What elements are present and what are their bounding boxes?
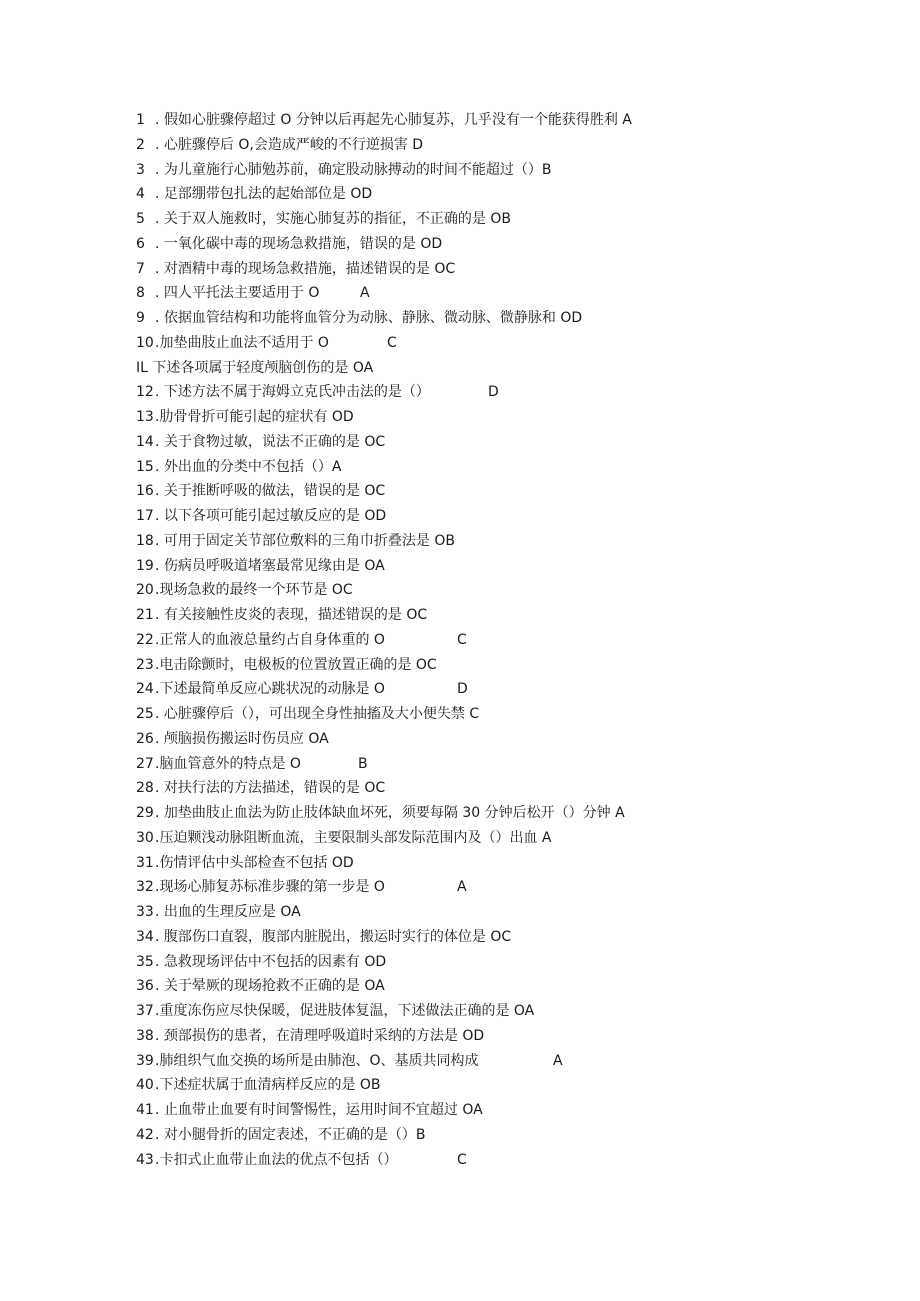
question-number: 22: [136, 631, 154, 648]
question-text: . 为儿童施行心肺勉苏前，确定股动脉搏动的时间不能超过（）B: [155, 161, 552, 178]
question-text: . 急救现场评估中不包括的因素有 OD: [155, 953, 387, 970]
question-text: .现场急救的最终一个环节是 OC: [155, 582, 353, 599]
question-text: . 对小腿骨折的固定表述，不正确的是（）B: [155, 1126, 426, 1143]
question-line: [0, 628, 920, 653]
answer-letter: D: [488, 384, 499, 401]
question-text: . 心脏骤停后（），可出现全身性抽搐及大小便失禁 C: [155, 706, 480, 722]
question-line: [0, 306, 920, 331]
question-line: [0, 900, 920, 925]
question-text: .脑血管意外的特点是 O: [155, 755, 301, 772]
question-number: 36: [136, 978, 154, 995]
question-number: 38: [136, 1027, 154, 1044]
question-number: 24: [136, 681, 154, 698]
question-text: .肺组织气血交换的场所是由肺泡、O、基质共同构成: [155, 1052, 479, 1069]
question-number: 23: [136, 656, 154, 673]
question-line: [0, 455, 920, 480]
question-line: [0, 554, 920, 579]
question-text: . 四人平托法主要适用于 O: [155, 285, 320, 302]
question-text: . 心脏骤停后 O,会造成严峻的不行逆损害 D: [155, 136, 424, 153]
question-text: . 对扶行法的方法描述，错误的是 OC: [155, 780, 386, 797]
question-number: 32: [136, 879, 154, 896]
question-line: [0, 1148, 920, 1173]
question-number: 39: [136, 1052, 154, 1069]
question-number: 34: [136, 928, 154, 945]
question-line: [0, 925, 920, 950]
question-text: .正常人的血液总量约占自身体重的 O: [155, 631, 385, 648]
question-line: [0, 1098, 920, 1123]
question-number: 17: [136, 508, 154, 524]
question-number: 2: [136, 136, 145, 153]
question-line: [0, 281, 920, 306]
question-text: .伤情评估中头部检查不包括 OD: [155, 854, 354, 871]
question-number: 19: [136, 557, 154, 574]
question-text: IL 下述各项属于轻度颅脑创伤的是 OA: [136, 359, 374, 376]
question-text: . 一氧化碳中毒的现场急救措施，错误的是 OD: [155, 235, 443, 252]
question-text: .电击除颤时，电极板的位置放置正确的是 OC: [155, 656, 437, 673]
question-number: 18: [136, 532, 154, 549]
question-line: [0, 950, 920, 975]
question-text: . 腹部伤口直裂，腹部内脏脱出，搬运时实行的体位是 OC: [155, 928, 512, 945]
question-line: [0, 405, 920, 430]
question-text: .现场心肺复苏标准步骤的第一步是 O: [155, 879, 385, 896]
question-number: 6: [136, 235, 145, 252]
question-text: . 关于双人施救时，实施心肺复苏的指征，不正确的是 OB: [155, 211, 511, 227]
question-line: [0, 1024, 920, 1049]
question-text: .下述最简单反应心跳状况的动脉是 O: [155, 681, 385, 698]
question-number: 33: [136, 904, 154, 920]
question-line: [0, 430, 920, 455]
question-line: [0, 1049, 920, 1074]
question-line: [0, 702, 920, 727]
answer-letter: A: [457, 879, 467, 896]
question-line: [0, 752, 920, 777]
question-line: [0, 974, 920, 999]
question-number: 13: [136, 409, 154, 425]
question-text: . 关于晕厥的现场抢救不正确的是 OA: [155, 978, 385, 995]
question-number: 28: [136, 780, 154, 797]
question-line: [0, 801, 920, 826]
question-number: 30: [136, 829, 154, 846]
question-number: 40: [136, 1077, 154, 1094]
question-text: .压迫颗浅动脉阻断血流，主要限制头部发际范围内及（）出血 A: [155, 829, 552, 846]
question-text: .肋骨骨折可能引起的症状有 OD: [155, 409, 354, 425]
question-line: [0, 108, 920, 133]
answer-letter: B: [358, 755, 368, 772]
answer-letter: C: [457, 631, 467, 648]
question-number: 7: [136, 260, 145, 277]
question-line: [0, 1073, 920, 1098]
question-text: . 足部绷带包扎法的起始部位是 OD: [155, 186, 373, 203]
question-number: 10: [136, 334, 154, 351]
question-line: [0, 727, 920, 752]
question-line: [0, 380, 920, 405]
question-text: . 出血的生理反应是 OA: [155, 904, 301, 920]
question-number: 29: [136, 805, 154, 821]
question-line: [0, 504, 920, 529]
question-line: [0, 578, 920, 603]
question-text: . 以下各项可能引起过敏反应的是 OD: [155, 508, 387, 524]
question-number: 27: [136, 755, 154, 772]
question-text: .卡扣式止血带止血法的优点不包括（）: [155, 1151, 398, 1168]
question-line: [0, 1123, 920, 1148]
question-number: 42: [136, 1126, 154, 1143]
question-line: [0, 232, 920, 257]
question-line: [0, 999, 920, 1024]
question-text: . 关于食物过敏，说法不正确的是 OC: [155, 433, 386, 450]
question-number: 9: [136, 310, 145, 326]
question-line: [0, 603, 920, 628]
question-line: [0, 158, 920, 183]
answer-letter: C: [457, 1151, 467, 1168]
question-line: [0, 875, 920, 900]
question-number: 43: [136, 1151, 154, 1168]
question-number: 41: [136, 1102, 154, 1118]
question-text: . 止血带止血要有时间警惕性，运用时间不宜超过 OA: [155, 1102, 483, 1118]
question-text: . 加垫曲肢止血法为防止肢体缺血坏死，须要每隔 30 分钟后松开（）分钟 A: [155, 805, 625, 821]
answer-letter: A: [553, 1052, 563, 1069]
question-line: [0, 653, 920, 678]
question-number: 21: [136, 607, 154, 623]
question-line: [0, 826, 920, 851]
answer-letter: C: [387, 334, 397, 351]
question-text: .加垫曲肢止血法不适用于 O: [155, 334, 329, 351]
answer-letter: A: [360, 285, 370, 302]
question-text: . 可用于固定关节部位敷料的三角巾折叠法是 OB: [155, 532, 455, 549]
question-number: 26: [136, 730, 154, 747]
question-number: 12: [136, 384, 154, 401]
question-text: . 外出血的分类中不包括（）A: [155, 458, 342, 475]
question-line: [0, 479, 920, 504]
question-number: 16: [136, 483, 154, 500]
question-line: [0, 207, 920, 232]
question-line: [0, 356, 920, 381]
question-number: 31: [136, 854, 154, 871]
question-number: 3: [136, 161, 145, 178]
question-number: 8: [136, 285, 145, 302]
question-number: 14: [136, 433, 154, 450]
question-number: 15: [136, 458, 154, 475]
question-line: [0, 776, 920, 801]
question-line: [0, 331, 920, 356]
question-line: [0, 257, 920, 282]
question-line: [0, 677, 920, 702]
question-text: . 假如心脏骤停超过 O 分钟以后再起先心肺复苏，几乎没有一个能获得胜利 A: [155, 112, 632, 128]
question-text: .重度冻伤应尽快保暖，促进肢体复温，下述做法正确的是 OA: [155, 1003, 535, 1019]
question-number: 5: [136, 211, 145, 227]
question-text: . 颈部损伤的患者，在清理呼吸道时采纳的方法是 OD: [155, 1027, 485, 1044]
question-line: [0, 529, 920, 554]
question-number: 25: [136, 706, 154, 722]
question-number: 20: [136, 582, 154, 599]
question-text: . 依据血管结构和功能将血管分为动脉、静脉、微动脉、微静脉和 OD: [155, 310, 583, 326]
question-text: . 伤病员呼吸道堵塞最常见缘由是 OA: [155, 557, 385, 574]
question-line: [0, 851, 920, 876]
question-text: . 下述方法不属于海姆立克氏冲击法的是（）: [155, 384, 430, 401]
question-number: 1: [136, 112, 145, 128]
question-number: 4: [136, 186, 145, 203]
question-line: [0, 182, 920, 207]
question-text: . 关于推断呼吸的做法，错误的是 OC: [155, 483, 386, 500]
question-text: . 有关接触性皮炎的表现，描述错误的是 OC: [155, 607, 428, 623]
answer-letter: D: [457, 681, 468, 698]
question-list: [0, 108, 920, 1172]
question-number: 35: [136, 953, 154, 970]
question-text: .下述症状属于血清病样反应的是 OB: [155, 1077, 381, 1094]
question-text: . 颅脑损伤搬运时伤员应 OA: [155, 730, 329, 747]
question-number: 37: [136, 1003, 154, 1019]
question-line: [0, 133, 920, 158]
question-text: . 对酒精中毒的现场急救措施，描述错误的是 OC: [155, 260, 456, 277]
